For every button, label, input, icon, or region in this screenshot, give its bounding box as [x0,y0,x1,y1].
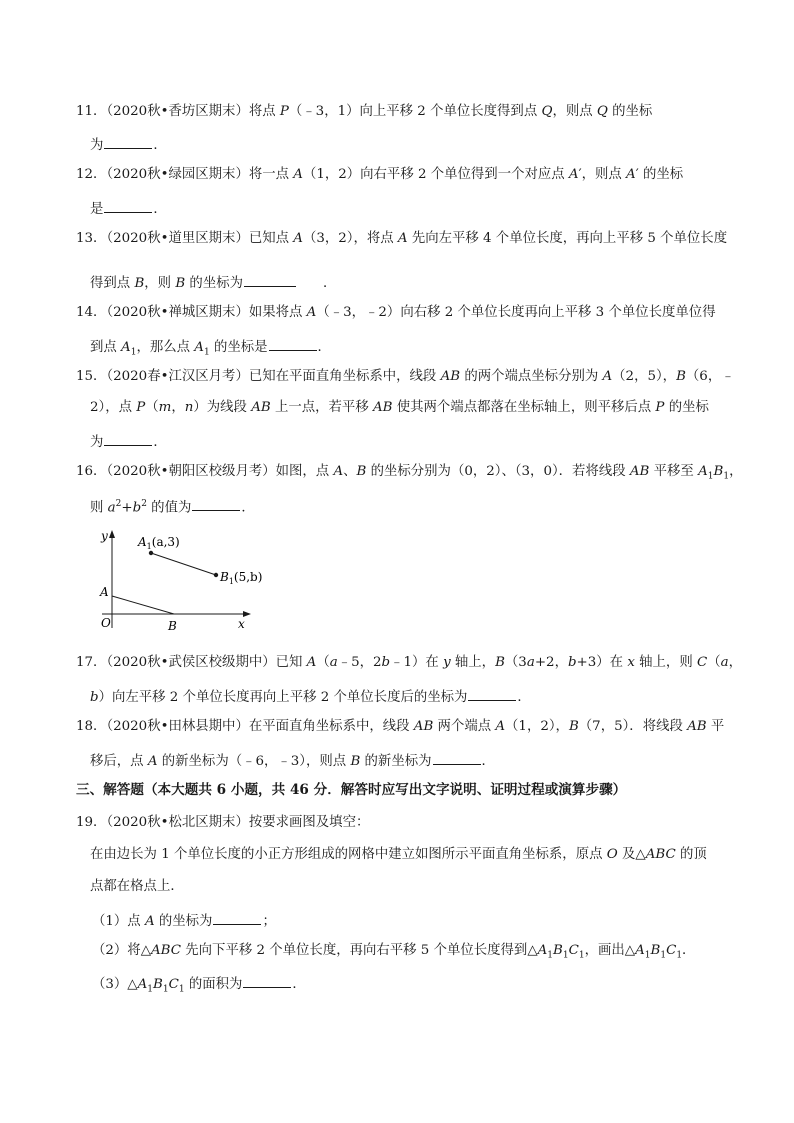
point-A1 [149,551,153,555]
question-17-line-2: b）向左平移 2 个单位长度再向上平移 2 个单位长度后的坐标为 ． [90,686,531,707]
question-15-line-2: 2），点 P（m，n）为线段 AB 上一点，若平移 AB 使其两个端点都落在坐标轴上，则平移后点 P 的坐标 [90,400,709,415]
answer-blank-19-1[interactable] [213,910,261,925]
answer-blank-12[interactable] [104,198,152,213]
question-17-line-1: 17．（2020秋•武侯区校级期中）已知 A（a﹣5，2b﹣1）在 y 轴上，B（3a+2，b+3）在 x 轴上，则 C（a， [76,655,742,670]
answer-blank-14[interactable] [269,336,317,351]
label-B: B [168,619,177,633]
question-11-line-1: 11．（2020秋•香坊区期末）将点 P（﹣3，1）向上平移 2 个单位长度得到点 Q，则点 Q 的坐标 [76,104,653,119]
question-16-line-1: 16．（2020秋•朝阳区校级月考）如图，点 A、B 的坐标分别为（0，2）、（3，0）．若将线段 AB 平移至 $A_1B_1$， [76,464,743,482]
question-19-line-2: 点都在格点上． [90,879,184,894]
question-18-line-1: 18．（2020秋•田林县期中）在平面直角坐标系中，线段 AB 两个端点 A（1，2），B（7，5）．将线段 AB 平 [76,719,725,734]
question-13-line-2: 得到点 B，则 B 的坐标为 ． [90,272,336,293]
question-14-line-1: 14．（2020秋•禅城区期末）如果将点 A（﹣3，﹣2）向右移 2 个单位长度再向上平移 3 个单位长度单位得 [76,305,716,320]
segment-AB [112,596,174,614]
segment-A1B1 [151,553,216,575]
question-16-line-2: 则 $a^2+b^2$ 的值为 ． [90,495,255,517]
question-19-title: 19．（2020秋•松北区期末）按要求画图及填空： [76,815,370,830]
answer-blank-18[interactable] [433,750,481,765]
point-B1 [214,573,218,577]
question-18-line-2: 移后，点 A 的新坐标为（﹣6，﹣3），则点 B 的新坐标为 ． [90,750,495,771]
answer-blank-11[interactable] [104,134,152,149]
answer-blank-16[interactable] [192,496,240,511]
answer-blank-19-3[interactable] [243,973,291,988]
question-15-line-1: 15．（2020春•江汉区月考）已知在平面直角坐标系中，线段 AB 的两个端点坐标分别为 A（2，5），B（6，﹣ [76,369,735,384]
question-19-line-1: 在由边长为 1 个单位长度的小正方形组成的网格中建立如图所示平面直角坐标系，原点 O 及△ABC 的顶 [90,847,707,862]
section-heading-3: 三、解答题（本大题共 6 小题，共 46 分．解答时应写出文字说明、证明过程或演算步骤） [76,782,627,798]
y-axis-arrow [109,530,115,538]
answer-blank-17[interactable] [468,686,516,701]
label-x: x [238,617,245,631]
label-A1: $A_1(a,3)$ [138,535,180,551]
question-19-part-2: （2）将△ABC 先向下平移 2 个单位长度，再向右平移 5 个单位长度得到$\triangle A_1B_1C_1$，画出$\triangle A_1B_1C_1$． [92,943,696,961]
question-15-line-3: 为 ． [90,431,167,452]
question-13-line-1: 13．（2020秋•道里区期末）已知点 A（3，2），将点 A 先向左平移 4 个单位长度，再向上平移 5 个单位长度 [76,231,728,246]
coordinate-figure [96,528,263,636]
label-O: O [101,616,111,630]
question-19-part-1: （1）点 A 的坐标为 ； [92,910,276,931]
question-12-line-1: 12．（2020秋•绿园区期末）将一点 A（1，2）向右平移 2 个单位得到一个对应点 A′，则点 A′ 的坐标 [76,167,684,182]
question-11-line-2: 为 ． [90,134,167,155]
answer-blank-15[interactable] [104,431,152,446]
label-y: y [101,529,108,543]
label-B1: $B_1(5,b)$ [220,570,263,586]
label-A: A [100,585,109,599]
question-12-line-2: 是 ． [90,198,167,219]
question-14-line-2: 到点 $A_1$，那么点 $A_1$ 的坐标是 ． [90,336,331,362]
answer-blank-13[interactable] [244,272,296,287]
question-19-part-3: $(3)\triangle A_1B_1C_1$ 的面积为 ． [92,973,306,999]
